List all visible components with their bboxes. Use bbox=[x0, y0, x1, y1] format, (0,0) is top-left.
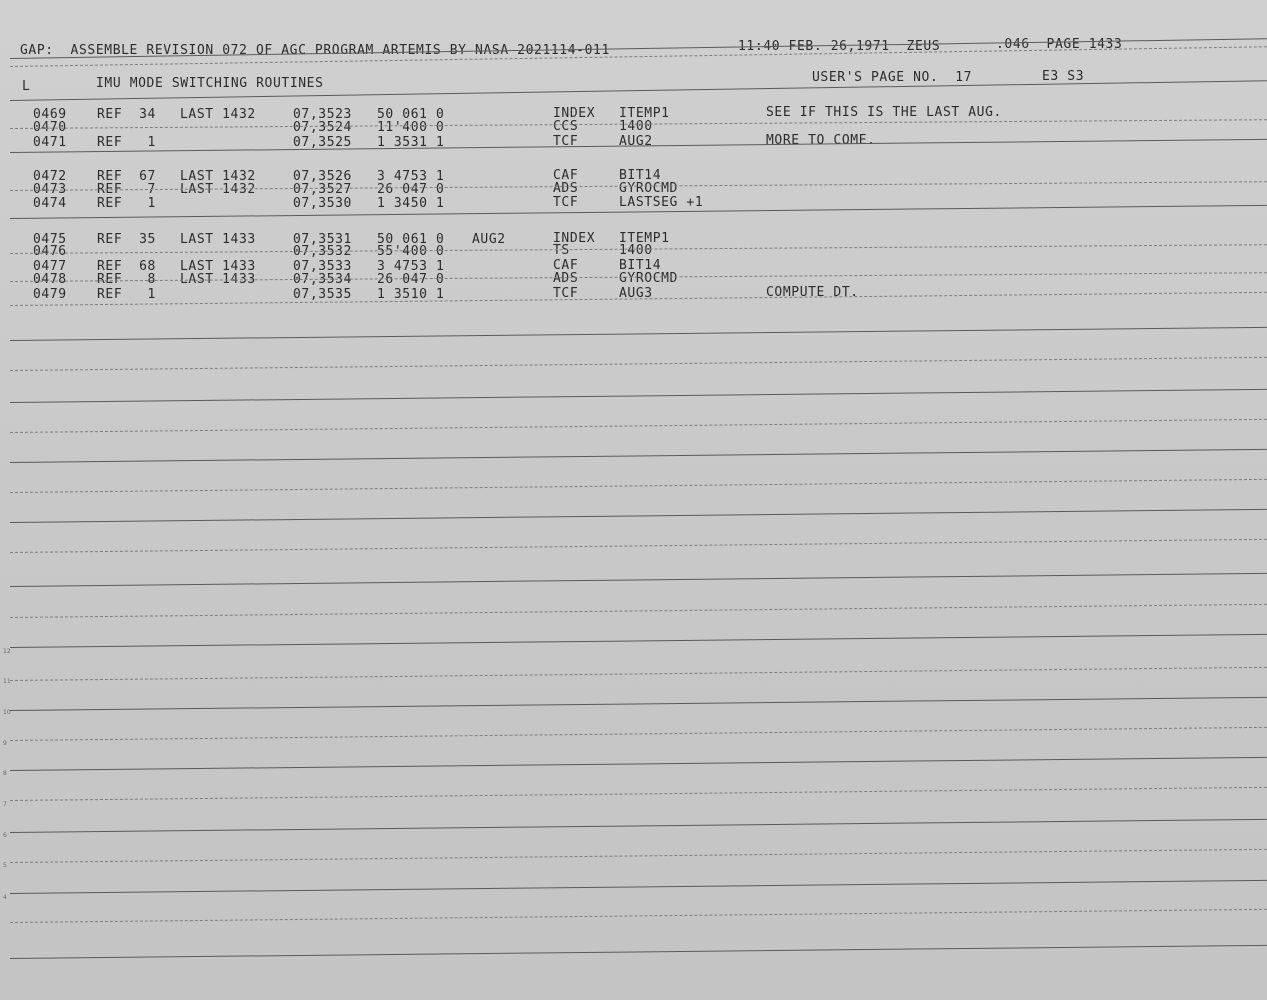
operand: BIT14 bbox=[619, 258, 662, 273]
line-number: 0474 bbox=[33, 196, 67, 211]
ruled-line bbox=[10, 573, 1267, 587]
opcode: TCF bbox=[553, 195, 579, 210]
line-number: 0477 bbox=[33, 259, 67, 274]
line-number: 0472 bbox=[33, 169, 67, 184]
line-number: 0471 bbox=[33, 135, 67, 150]
dotted-guide-line bbox=[10, 479, 1267, 493]
last-page-ref: LAST 1432 bbox=[180, 107, 256, 122]
line-number: 0478 bbox=[33, 272, 67, 287]
ref-count: REF 35 bbox=[97, 232, 156, 247]
ref-count: REF 1 bbox=[97, 135, 156, 150]
address: 07,3532 bbox=[293, 244, 352, 259]
margin-number: 12 bbox=[3, 648, 11, 655]
dotted-guide-line bbox=[10, 667, 1267, 681]
address: 07,3531 bbox=[293, 232, 352, 247]
operand: LASTSEG +1 bbox=[619, 195, 704, 210]
opcode: ADS bbox=[553, 181, 579, 196]
dotted-guide-line bbox=[10, 539, 1267, 553]
octal-word: 26 047 0 bbox=[377, 272, 445, 287]
line-number: 0473 bbox=[33, 182, 67, 197]
dotted-guide-line bbox=[10, 909, 1267, 923]
margin-number: 4 bbox=[3, 894, 7, 901]
address: 07,3535 bbox=[293, 287, 352, 302]
users-page-number: USER'S PAGE NO. 17 bbox=[812, 70, 973, 85]
opcode: ADS bbox=[553, 271, 579, 286]
opcode: TS bbox=[553, 243, 570, 258]
line-number: 0475 bbox=[33, 232, 67, 247]
operand: ITEMP1 bbox=[619, 231, 670, 246]
ref-count: REF 8 bbox=[97, 272, 156, 287]
margin-number: 11 bbox=[3, 678, 11, 685]
ruled-line bbox=[10, 697, 1267, 711]
margin-number: 10 bbox=[3, 709, 11, 716]
form-code: E3 S3 bbox=[1042, 69, 1085, 84]
margin-number: 7 bbox=[3, 801, 7, 808]
dotted-guide-line bbox=[10, 604, 1267, 618]
ruled-line bbox=[10, 449, 1267, 463]
opcode: TCF bbox=[553, 286, 579, 301]
comment: MORE TO COME. bbox=[766, 133, 876, 148]
opcode: CAF bbox=[553, 258, 579, 273]
ref-count: REF 1 bbox=[97, 196, 156, 211]
opcode: INDEX bbox=[553, 231, 596, 246]
octal-word: 1 3450 1 bbox=[377, 196, 445, 211]
octal-word: 50 061 0 bbox=[377, 107, 445, 122]
address: 07,3527 bbox=[293, 182, 352, 197]
ref-count: REF 68 bbox=[97, 259, 156, 274]
comment: COMPUTE DT. bbox=[766, 285, 859, 300]
line-number: 0470 bbox=[33, 120, 67, 135]
margin-number: 8 bbox=[3, 770, 7, 777]
octal-word: 55'400 0 bbox=[377, 244, 445, 259]
ref-count: REF 1 bbox=[97, 287, 156, 302]
ruled-line bbox=[10, 509, 1267, 523]
octal-word: 50 061 0 bbox=[377, 232, 445, 247]
operand: AUG2 bbox=[619, 134, 653, 149]
line-number: 0469 bbox=[33, 107, 67, 122]
last-page-ref: LAST 1432 bbox=[180, 182, 256, 197]
last-page-ref: LAST 1432 bbox=[180, 169, 256, 184]
ruled-line bbox=[10, 634, 1267, 648]
listing-title: GAP: ASSEMBLE REVISION 072 OF AGC PROGRAM ARTEMIS BY NASA 2021114-011 bbox=[20, 43, 610, 58]
margin-number: 9 bbox=[3, 740, 7, 747]
ruled-line bbox=[10, 880, 1267, 894]
opcode: CAF bbox=[553, 168, 579, 183]
operand: BIT14 bbox=[619, 168, 662, 183]
ruled-line bbox=[10, 757, 1267, 771]
octal-word: 3 4753 1 bbox=[377, 259, 445, 274]
ruled-line bbox=[10, 819, 1267, 833]
address: 07,3530 bbox=[293, 196, 352, 211]
operand: ITEMP1 bbox=[619, 106, 670, 121]
opcode: CCS bbox=[553, 119, 579, 134]
dotted-guide-line bbox=[10, 357, 1267, 371]
opcode: INDEX bbox=[553, 106, 596, 121]
last-page-ref: LAST 1433 bbox=[180, 272, 256, 287]
operand: 1400 bbox=[619, 243, 653, 258]
octal-word: 3 4753 1 bbox=[377, 169, 445, 184]
page-reference: .046 PAGE 1433 bbox=[996, 37, 1123, 52]
margin-number: 5 bbox=[3, 862, 7, 869]
operand: AUG3 bbox=[619, 286, 653, 301]
ruled-line bbox=[10, 945, 1267, 959]
operand: GYROCMD bbox=[619, 271, 678, 286]
address: 07,3526 bbox=[293, 169, 352, 184]
ruled-line bbox=[10, 327, 1267, 341]
address: 07,3523 bbox=[293, 107, 352, 122]
last-page-ref: LAST 1433 bbox=[180, 232, 256, 247]
margin-number: 6 bbox=[3, 832, 7, 839]
statement-label: AUG2 bbox=[472, 232, 506, 247]
ref-count: REF 34 bbox=[97, 107, 156, 122]
dotted-guide-line bbox=[10, 849, 1267, 863]
last-page-ref: LAST 1433 bbox=[180, 259, 256, 274]
ref-count: REF 67 bbox=[97, 169, 156, 184]
octal-word: 11'400 0 bbox=[377, 120, 445, 135]
address: 07,3534 bbox=[293, 272, 352, 287]
opcode: TCF bbox=[553, 134, 579, 149]
section-title: IMU MODE SWITCHING ROUTINES bbox=[96, 76, 324, 91]
line-number: 0479 bbox=[33, 287, 67, 302]
operand: 1400 bbox=[619, 119, 653, 134]
timestamp: 11:40 FEB. 26,1971 ZEUS bbox=[738, 39, 941, 54]
octal-word: 26 047 0 bbox=[377, 182, 445, 197]
ref-count: REF 7 bbox=[97, 182, 156, 197]
octal-word: 1 3510 1 bbox=[377, 287, 445, 302]
comment: SEE IF THIS IS THE LAST AUG. bbox=[766, 105, 1002, 120]
address: 07,3533 bbox=[293, 259, 352, 274]
ruled-line bbox=[10, 389, 1267, 403]
line-number: 0476 bbox=[33, 244, 67, 259]
dotted-guide-line bbox=[10, 727, 1267, 741]
dotted-guide-line bbox=[10, 787, 1267, 801]
address: 07,3524 bbox=[293, 120, 352, 135]
address: 07,3525 bbox=[293, 135, 352, 150]
octal-word: 1 3531 1 bbox=[377, 135, 445, 150]
dotted-guide-line bbox=[10, 419, 1267, 433]
log-flag: L bbox=[22, 79, 31, 94]
operand: GYROCMD bbox=[619, 181, 678, 196]
